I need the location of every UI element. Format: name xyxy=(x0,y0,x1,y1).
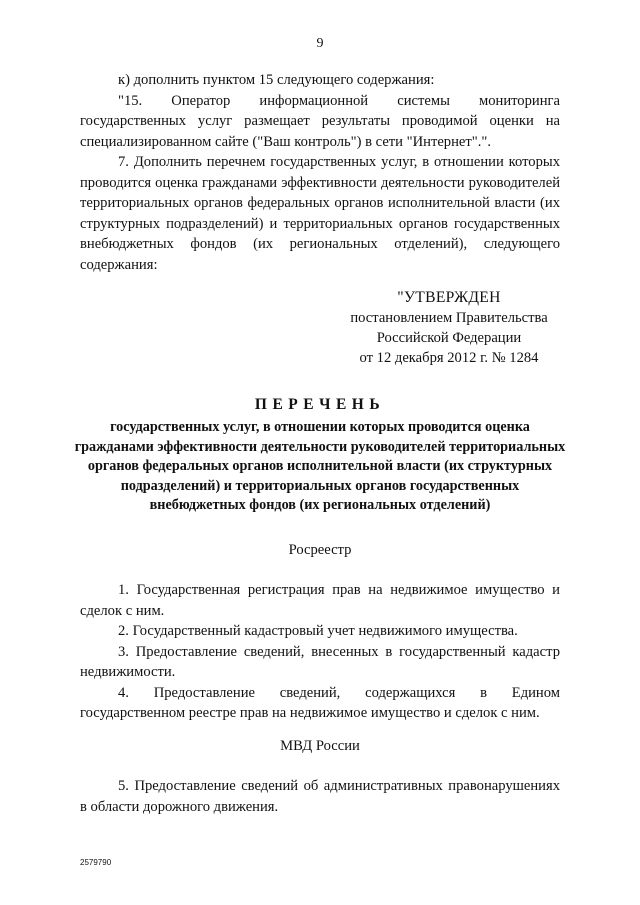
list-item: 2. Государственный кадастровый учет недвижимого имущества. xyxy=(118,623,518,639)
approval-line-2: Российской Федерации xyxy=(376,330,522,346)
agency-heading-mvd: МВД России xyxy=(280,738,360,754)
list-item: 4. Предоставление сведений, содержащихся в Едином государственном реестре прав на недвижимое имущество и сделок с ним. xyxy=(80,684,560,721)
page-number: 9 xyxy=(316,36,324,51)
list-item: 3. Предоставление сведений, внесенных в государственный кадастр недвижимости. xyxy=(80,643,560,680)
rosreestr-items xyxy=(80,580,560,724)
list-subtitle: государственных услуг, в отношении которых проводится оценка гражданами эффективности деятельности руководителей территориальных органов федеральных органов исполнительной власти (их структурных подразделений) и территориальных органов государственных внебюджетных фондов (их региональных отделений) xyxy=(74,419,566,514)
amendment-item-15: "15. Оператор информационной системы мониторинга государственных услуг размещает результаты проводимой оценки на специализированном сайте ("Ваш контроль") в сети "Интернет".". xyxy=(80,92,560,150)
approval-head: "УТВЕРЖДЕН xyxy=(397,289,501,306)
list-item: 1. Государственная регистрация прав на недвижимое имущество и сделок с ним. xyxy=(80,582,560,619)
list-item: 5. Предоставление сведений об административных правонарушениях в области дорожного движения. xyxy=(80,778,560,815)
mvd-items xyxy=(80,776,560,817)
amendment-block xyxy=(80,70,560,275)
approval-line-3: от 12 декабря 2012 г. № 1284 xyxy=(359,350,539,366)
document-code: 2579790 xyxy=(80,858,112,867)
agency-heading-rosreestr: Росреестр xyxy=(288,542,352,558)
approval-stamp xyxy=(330,288,568,368)
amendment-item-k: к) дополнить пунктом 15 следующего содержания: xyxy=(118,72,435,88)
approval-line-1: постановлением Правительства xyxy=(350,310,548,326)
amendment-item-7: 7. Дополнить перечнем государственных услуг, в отношении которых проводится оценка гражданами эффективности деятельности руководителей территориальных органов федеральных органов исполнительной власти (их структурных подразделений) и территориальных органов государственных внебюджетных фондов (их региональных отделений), следующего содержания: xyxy=(80,154,560,273)
list-title: ПЕРЕЧЕНЬ xyxy=(254,396,386,413)
